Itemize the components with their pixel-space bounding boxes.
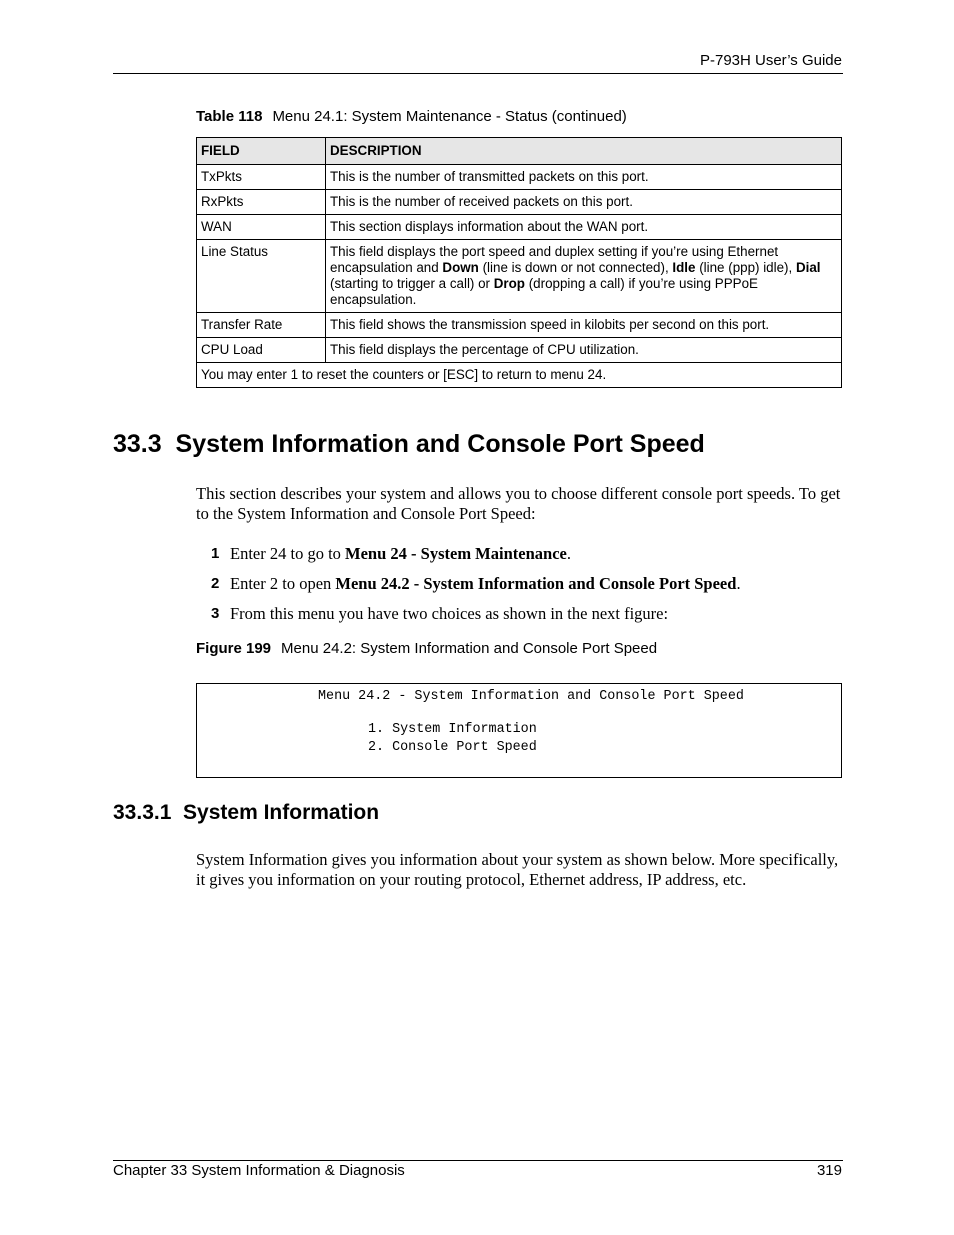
description-text: (line (ppp) idle),	[695, 260, 796, 275]
figure-caption-text: Menu 24.2: System Information and Console Port Speed	[281, 640, 658, 657]
description-text: This field displays the port speed and duplex setting if you’re using Ethernet encapsulation and	[330, 244, 779, 275]
description-cell: This field shows the transmission speed in kilobits per second on this port.	[326, 313, 842, 338]
subsection-heading: 33.3.1 System Information	[113, 801, 380, 824]
menu-option-system-information: 1. System Information	[368, 722, 537, 737]
step-menu-name: Menu 24.2 - System Information and Console Port Speed	[335, 574, 737, 593]
step-text-end: .	[736, 574, 741, 593]
table-caption	[196, 108, 627, 125]
column-header-field: FIELD	[197, 138, 326, 165]
running-header-title: P-793H User’s Guide	[699, 52, 842, 69]
page-number: 319	[816, 1162, 842, 1179]
field-cell: WAN	[197, 215, 326, 240]
field-cell: TxPkts	[197, 165, 326, 190]
field-cell: CPU Load	[197, 338, 326, 363]
description-cell: This is the number of received packets on this port.	[326, 190, 842, 215]
status-term-idle: Idle	[672, 260, 696, 275]
terminal-menu-screen	[196, 683, 842, 778]
section-intro-paragraph: This section describes your system and allows you to choose different console port speeds. To get to the System Information and Console Port Speed:	[196, 484, 841, 523]
section-heading: 33.3 System Information and Console Port Speed	[113, 430, 705, 458]
field-cell: RxPkts	[197, 190, 326, 215]
step-text: From this menu you have two choices as shown in the next figure:	[230, 604, 669, 623]
terminal-menu-title: Menu 24.2 - System Information and Console Port Speed	[318, 689, 744, 704]
table-row	[197, 215, 842, 240]
table-caption-number: Table 118	[196, 108, 263, 125]
step-item	[196, 543, 846, 573]
description-cell	[326, 240, 842, 313]
table-row	[197, 190, 842, 215]
field-description-table	[196, 137, 842, 388]
status-term-drop: Drop	[493, 276, 525, 291]
figure-caption	[196, 640, 657, 657]
menu-option-console-port-speed: 2. Console Port Speed	[368, 740, 537, 755]
table-header-row	[197, 138, 842, 165]
step-menu-name: Menu 24 - System Maintenance	[345, 544, 567, 563]
description-text: (starting to trigger a call) or	[330, 276, 494, 291]
footer-chapter-title: Chapter 33 System Information & Diagnosis	[113, 1162, 405, 1179]
step-number: 3	[211, 605, 220, 622]
description-cell: This field displays the percentage of CPU utilization.	[326, 338, 842, 363]
description-text: (dropping a call) if you’re using PPPoE encapsulation.	[330, 276, 758, 307]
status-term-dial: Dial	[795, 260, 821, 275]
description-cell: This is the number of transmitted packets on this port.	[326, 165, 842, 190]
status-term-down: Down	[442, 260, 479, 275]
header-rule	[113, 73, 843, 74]
table-footer-row	[197, 363, 842, 388]
step-number: 1	[211, 545, 220, 562]
table-row	[197, 338, 842, 363]
step-text: Enter 24 to go to	[230, 544, 346, 563]
description-cell: This section displays information about the WAN port.	[326, 215, 842, 240]
figure-caption-number: Figure 199	[196, 640, 272, 657]
step-item	[196, 603, 846, 633]
table-footer-note: You may enter 1 to reset the counters or [ESC] to return to menu 24.	[197, 363, 842, 388]
step-item	[196, 573, 846, 603]
field-cell: Line Status	[197, 240, 326, 313]
table-row	[197, 165, 842, 190]
footer-rule	[113, 1160, 843, 1161]
step-text-end: .	[566, 544, 571, 563]
table-row	[197, 240, 842, 313]
table-caption-text: Menu 24.1: System Maintenance - Status (continued)	[272, 108, 627, 125]
step-number: 2	[211, 575, 220, 592]
column-header-description: DESCRIPTION	[326, 138, 842, 165]
subsection-paragraph: System Information gives you information about your system as shown below. More specifically, it gives you information on your routing protocol, Ethernet address, IP address, etc.	[196, 850, 839, 889]
step-text: Enter 2 to open	[230, 574, 336, 593]
description-text: (line is down or not connected),	[478, 260, 673, 275]
step-list	[196, 543, 846, 633]
field-cell: Transfer Rate	[197, 313, 326, 338]
table-row	[197, 313, 842, 338]
